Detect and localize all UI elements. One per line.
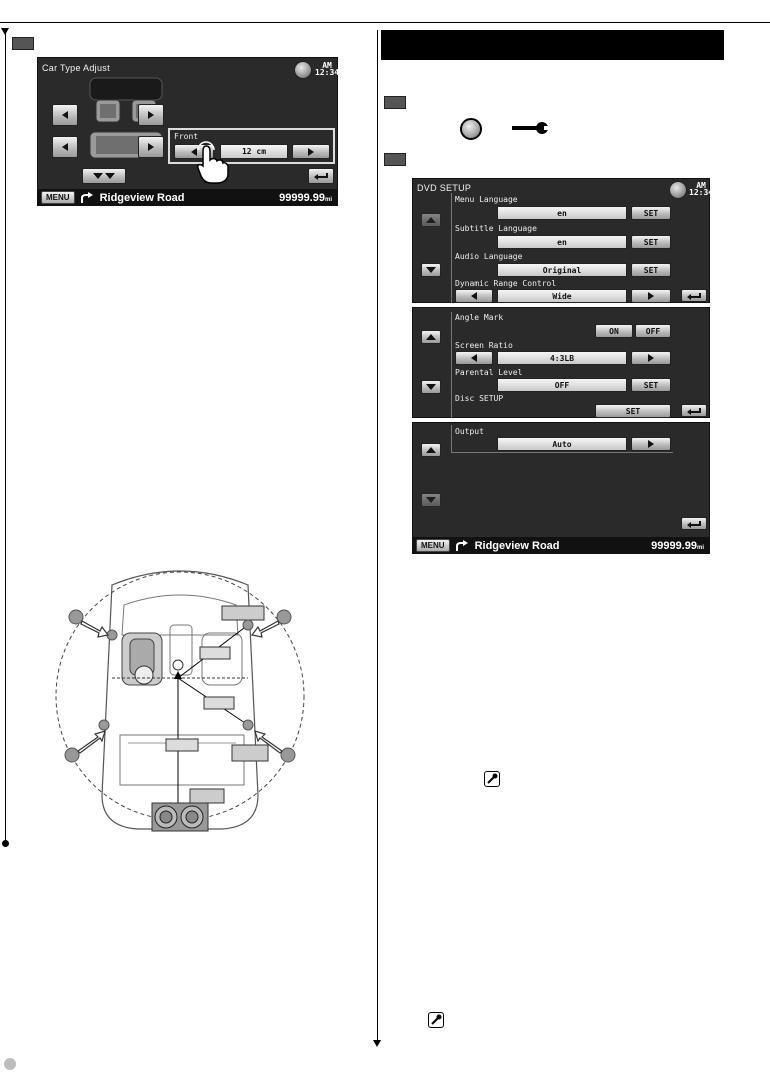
menu-language-value: en [497, 206, 627, 220]
step-marker [384, 96, 406, 109]
output-label: Output [455, 427, 484, 436]
dvd-setup-page-1 [412, 178, 714, 303]
left-flow-line [5, 32, 6, 842]
dynamic-range-increase-button[interactable] [631, 289, 671, 303]
back-arrow-icon[interactable] [294, 61, 312, 79]
subtitle-language-label: Subtitle Language [455, 224, 537, 233]
return-button[interactable] [681, 289, 707, 302]
disc-setup-set-button[interactable]: SET [595, 404, 671, 418]
navigation-bar [38, 189, 338, 206]
header-rule [0, 22, 770, 23]
speaker-placement-diagram [52, 565, 314, 835]
wrench-icon [428, 1012, 444, 1028]
car-type-adjust-screen [37, 57, 338, 206]
dynamic-range-label: Dynamic Range Control [455, 279, 557, 288]
back-arrow-icon [460, 118, 482, 140]
menu-button[interactable]: MENU [416, 539, 450, 552]
disc-setup-label: Disc SETUP [455, 394, 504, 403]
distance-value: 12 cm [220, 144, 288, 159]
front-adjust-panel [168, 128, 335, 164]
screen-ratio-decrease-button[interactable] [455, 351, 493, 365]
menu-language-label: Menu Language [455, 195, 518, 204]
dvd-setup-page-3 [412, 422, 710, 554]
dynamic-range-value: Wide [497, 289, 627, 303]
speaker-front-left-button[interactable] [52, 104, 78, 126]
screen-ratio-label: Screen Ratio [455, 341, 513, 350]
page-marker [4, 1058, 16, 1070]
output-increase-button[interactable] [631, 437, 671, 451]
road-name: Ridgeview Road [474, 539, 560, 552]
step-marker [384, 153, 406, 166]
flow-end-dot [2, 840, 9, 847]
menu-language-set-button[interactable]: SET [631, 206, 671, 220]
return-button[interactable] [308, 168, 334, 184]
parental-level-value: OFF [497, 378, 627, 392]
audio-language-set-button[interactable]: SET [631, 263, 671, 277]
screen-title: Car Type Adjust [42, 63, 110, 73]
dvd-setup-page-2 [412, 307, 710, 418]
audio-language-value: Original [497, 263, 627, 277]
subtitle-language-value: en [497, 235, 627, 249]
distance-readout: 99999.99mi [279, 191, 332, 204]
step-marker [12, 37, 34, 50]
wrench-icon [484, 771, 500, 787]
screen-ratio-increase-button[interactable] [631, 351, 671, 365]
subwoofer-button[interactable] [82, 168, 126, 184]
distance-readout: 99999.99mi [651, 539, 704, 552]
scroll-up-button[interactable] [421, 213, 441, 227]
menu-button[interactable]: MENU [41, 191, 75, 204]
turn-right-icon [455, 540, 469, 552]
angle-mark-label: Angle Mark [455, 313, 504, 322]
scroll-down-button[interactable] [421, 263, 441, 277]
angle-mark-off-button[interactable]: OFF [635, 324, 671, 338]
touch-finger-icon [196, 144, 230, 184]
clock: AM 12:34 [315, 61, 340, 77]
parental-level-label: Parental Level [455, 368, 523, 377]
subtitle-language-set-button[interactable]: SET [631, 235, 671, 249]
clock: AM 12:34 [689, 181, 714, 197]
section-heading-bar [381, 30, 724, 60]
audio-language-label: Audio Language [455, 252, 523, 261]
scroll-down-button[interactable] [421, 493, 441, 507]
turn-right-icon [80, 192, 94, 204]
distance-increase-button[interactable] [292, 144, 330, 159]
flow-end-arrow [373, 1040, 381, 1047]
wrench-icon [510, 121, 550, 135]
scroll-down-button[interactable] [421, 380, 441, 394]
scroll-up-button[interactable] [421, 330, 441, 344]
return-button[interactable] [681, 404, 707, 417]
road-name: Ridgeview Road [99, 191, 185, 204]
screen-ratio-value: 4:3LB [497, 351, 627, 365]
scroll-up-button[interactable] [421, 443, 441, 457]
output-value: Auto [497, 437, 627, 451]
position-label: Front [174, 132, 199, 141]
parental-level-set-button[interactable]: SET [631, 378, 671, 392]
speaker-rear-left-button[interactable] [52, 136, 78, 158]
right-flow-line [377, 30, 378, 1042]
screen-title: DVD SETUP [417, 183, 472, 193]
speaker-front-right-button[interactable] [138, 104, 164, 126]
angle-mark-on-button[interactable]: ON [595, 324, 633, 338]
speaker-rear-right-button[interactable] [138, 136, 164, 158]
dynamic-range-decrease-button[interactable] [455, 289, 493, 303]
return-button[interactable] [681, 517, 707, 530]
navigation-bar [413, 537, 710, 554]
